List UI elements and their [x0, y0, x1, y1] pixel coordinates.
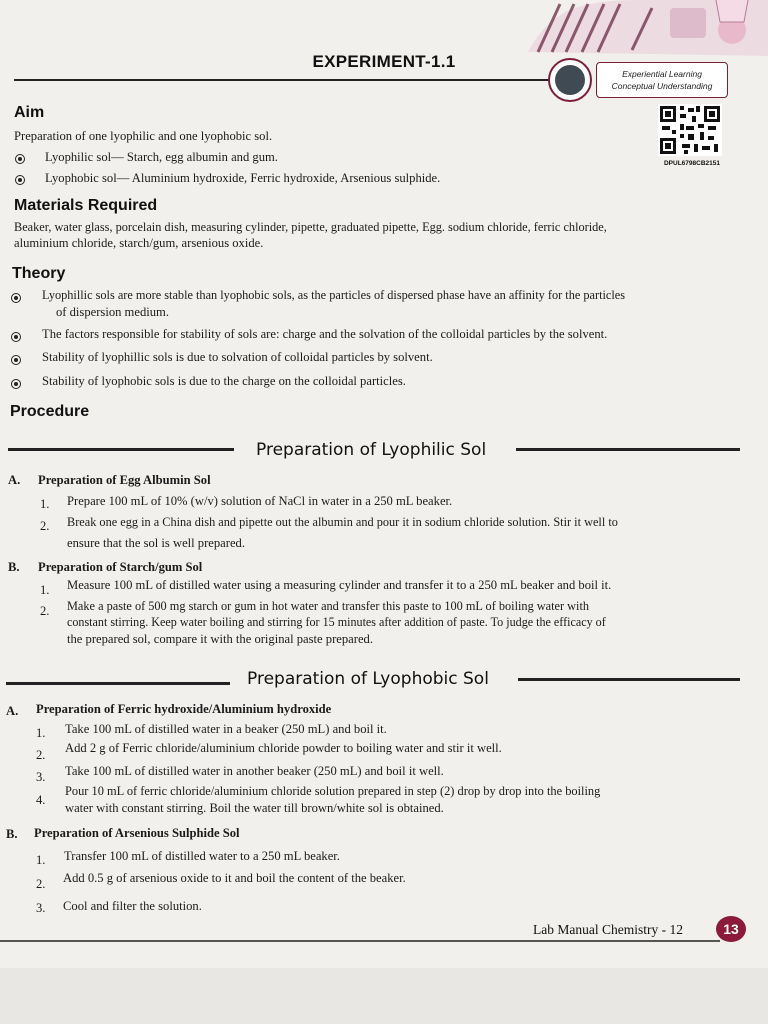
step-text-line: Take 100 mL of distilled water in another beaker (250 mL) and boil it well.: [65, 764, 444, 778]
footer-rule: [0, 940, 720, 942]
step-text-line: Cool and filter the solution.: [63, 899, 202, 913]
badge-line-1: Experiential Learning: [622, 69, 702, 79]
theory-bullet-line: Stability of lyophillic sols is due to solvation of colloidal particles by solvent.: [42, 350, 433, 364]
theory-bullet-line: Lyophillic sols are more stable than lyophobic sols, as the particles of dispersed phase have an affinity for the particles: [42, 288, 626, 302]
step-number: 3.: [36, 901, 46, 915]
section-rule-right: [518, 678, 740, 681]
section-rule-right: [516, 448, 740, 451]
step-number: 4.: [36, 793, 46, 807]
step-number: 2.: [36, 748, 46, 762]
lyophobic-section-title: Preparation of Lyophobic Sol: [247, 669, 489, 689]
section-rule-left: [8, 448, 234, 451]
aim-text: Preparation of one lyophilic and one lyophobic sol.: [14, 129, 273, 143]
badge-line-2: Conceptual Understanding: [611, 81, 713, 91]
bullet-icon: [15, 154, 25, 164]
aim-bullet: Lyophilic sol— Starch, egg albumin and gum.: [45, 150, 278, 164]
title-underline: [14, 79, 554, 81]
lyophilic-section-title: Preparation of Lyophilic Sol: [256, 440, 487, 460]
theory-heading: Theory: [12, 265, 66, 282]
step-number: 1.: [40, 583, 50, 597]
step-text-line: Measure 100 mL of distilled water using a measuring cylinder and transfer it to a 250 mL beaker and boil it.: [67, 578, 612, 592]
step-text-line: Prepare 100 mL of 10% (w/v) solution of NaCl in water in a 250 mL beaker.: [67, 494, 453, 508]
brain-head-icon: [548, 58, 592, 102]
step-number: 1.: [36, 726, 46, 740]
section-rule-left: [6, 682, 230, 685]
badge-label: [596, 62, 728, 98]
step-number: 2.: [36, 877, 46, 891]
qr-code-label: DPUL6798CB2151: [663, 160, 721, 167]
step-text-line: Take 100 mL of distilled water in a beaker (250 mL) and boil it.: [65, 722, 387, 736]
aim-bullet: Lyophobic sol— Aluminium hydroxide, Ferric hydroxide, Arsenious sulphide.: [45, 171, 441, 185]
step-text-line: Make a paste of 500 mg starch or gum in hot water and transfer this paste to 100 mL of boiling water with: [67, 599, 590, 613]
materials-heading: Materials Required: [14, 197, 158, 214]
step-number: 2.: [40, 604, 50, 618]
step-text-line: Add 2 g of Ferric chloride/aluminium chloride powder to boiling water and stir it well.: [65, 741, 502, 755]
part-title: Preparation of Starch/gum Sol: [38, 560, 203, 574]
step-number: 2.: [40, 519, 50, 533]
step-number: 1.: [36, 853, 46, 867]
theory-bullet-line: The factors responsible for stability of sols are: charge and the solvation of the colloidal particles by the solvent.: [42, 327, 608, 341]
part-letter: B.: [6, 827, 18, 841]
step-text-line: water with constant stirring. Boil the water till brown/white sol is obtained.: [65, 801, 444, 815]
step-text-line: Break one egg in a China dish and pipette out the albumin and pour it in sodium chloride solution. Stir it well to: [67, 515, 618, 529]
bullet-icon: [11, 355, 21, 365]
materials-text-line: aluminium chloride, starch/gum, arsenious oxide.: [14, 236, 264, 250]
procedure-heading: Procedure: [10, 403, 90, 420]
step-number: 3.: [36, 770, 46, 784]
step-text-line: Add 0.5 g of arsenious oxide to it and boil the content of the beaker.: [63, 871, 406, 885]
page-bottom-margin: [0, 968, 768, 1024]
bullet-icon: [11, 379, 21, 389]
part-title: Preparation of Egg Albumin Sol: [38, 473, 211, 487]
bullet-icon: [11, 293, 21, 303]
materials-text-line: Beaker, water glass, porcelain dish, measuring cylinder, pipette, graduated pipette, Egg. sodium chloride, ferric chloride,: [14, 220, 607, 234]
step-text-line: Pour 10 mL of ferric chloride/aluminium chloride solution prepared in step (2) drop by drop into the boiling: [65, 784, 601, 798]
experiment-title: EXPERIMENT-1.1: [312, 52, 456, 71]
part-letter: B.: [8, 560, 20, 574]
page-number-badge: 13: [716, 916, 746, 942]
step-text-line: the prepared sol, compare it with the original paste prepared.: [67, 632, 373, 646]
part-title: Preparation of Ferric hydroxide/Aluminium hydroxide: [36, 702, 332, 716]
aim-heading: Aim: [14, 104, 45, 121]
step-text-line: ensure that the sol is well prepared.: [67, 536, 246, 550]
bullet-icon: [11, 332, 21, 342]
bullet-icon: [15, 175, 25, 185]
qr-code-icon[interactable]: [658, 104, 722, 156]
step-number: 1.: [40, 497, 50, 511]
flask-decoration-icon: [520, 0, 768, 56]
theory-bullet-line: of dispersion medium.: [56, 305, 169, 319]
part-letter: A.: [8, 473, 21, 487]
footer-book-title: Lab Manual Chemistry - 12: [533, 922, 683, 937]
experiential-learning-badge: [546, 56, 732, 104]
theory-bullet-line: Stability of lyophobic sols is due to the charge on the colloidal particles.: [42, 374, 406, 388]
part-letter: A.: [6, 704, 19, 718]
step-text-line: Transfer 100 mL of distilled water to a 250 mL beaker.: [64, 849, 340, 863]
part-title: Preparation of Arsenious Sulphide Sol: [34, 826, 240, 840]
step-text-line: constant stirring. Keep water boiling and stirring for 15 minutes after addition of paste. To judge the efficacy of: [67, 615, 606, 629]
